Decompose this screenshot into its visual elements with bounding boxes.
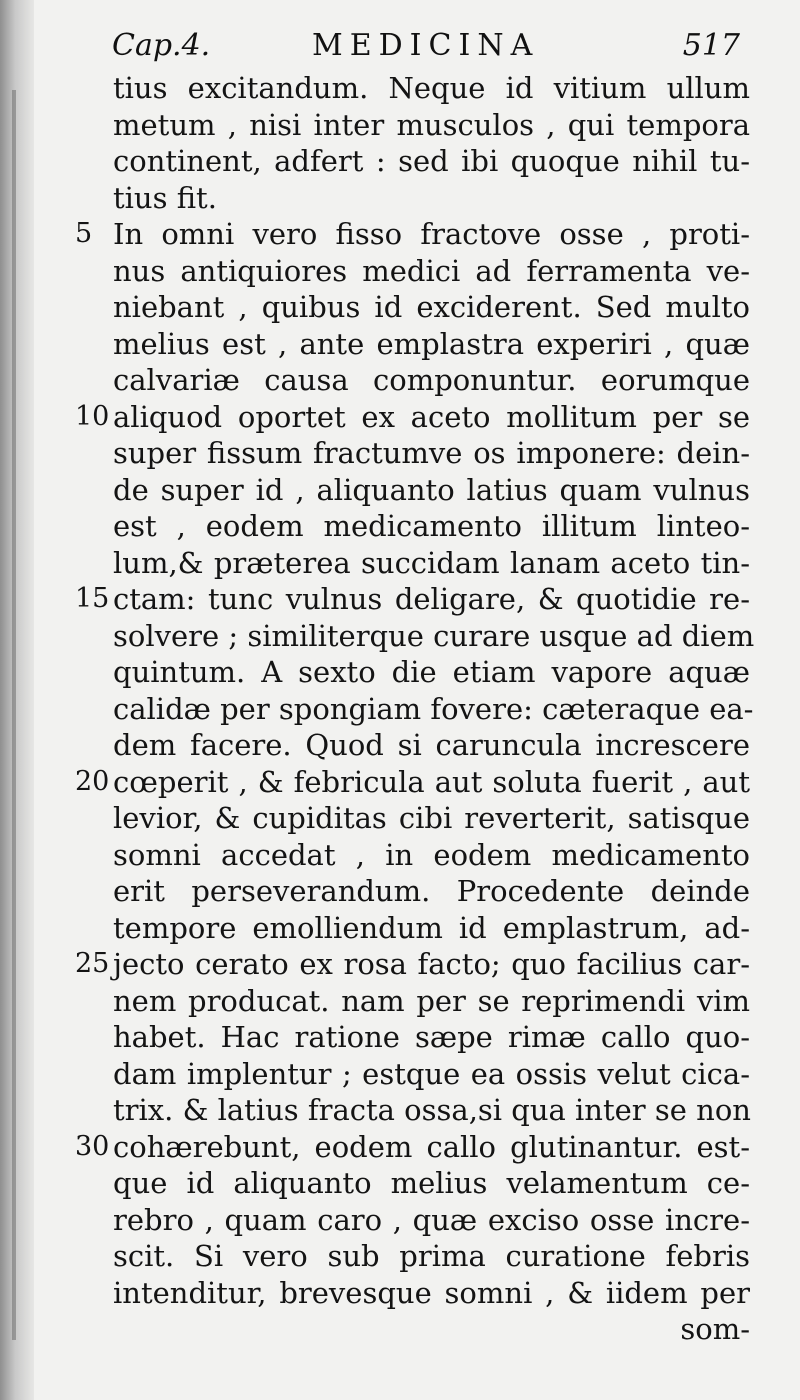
text-line: [75, 618, 755, 655]
page-number: 517: [682, 28, 740, 63]
text-line: [75, 691, 754, 728]
text-line: [75, 873, 750, 910]
text-line: [75, 472, 750, 509]
line-number: 15: [75, 583, 110, 614]
text-line: [75, 1129, 750, 1166]
text-line: [75, 983, 750, 1020]
line-text: cœperit , & febricula aut soluta fuerit , aut: [113, 764, 750, 799]
text-line: [75, 289, 750, 326]
line-text: habet. Hac ratione sæpe rimæ callo quo-: [113, 1020, 750, 1054]
line-text: som-: [680, 1312, 750, 1346]
text-line: [75, 764, 750, 801]
line-text: solvere ; similiterque curare usque ad diem: [113, 618, 755, 653]
text-line: [75, 107, 750, 144]
text-line: [75, 1056, 750, 1093]
line-text: tius excitandum. Neque id vitium ullum: [113, 71, 750, 105]
line-text: continent, adfert : sed ibi quoque nihil tu-: [113, 144, 750, 178]
text-line: [75, 326, 750, 363]
line-text: dam implentur ; estque ea ossis velut cica-: [113, 1056, 750, 1091]
text-line: [75, 1202, 750, 1239]
text-line: [75, 508, 750, 545]
text-line: [75, 654, 750, 691]
text-line: [75, 946, 750, 983]
text-line: [75, 1019, 750, 1056]
text-line: [75, 216, 750, 253]
line-number: 30: [75, 1130, 110, 1162]
line-text: calidæ per spongiam fovere: cæteraque ea-: [113, 691, 754, 726]
text-line: [75, 910, 750, 947]
line-text: nus antiquiores medici ad ferramenta ve-: [113, 253, 750, 288]
line-text: melius est , ante emplastra experiri , quæ: [113, 326, 750, 361]
text-line: [75, 143, 750, 180]
text-line: [75, 180, 750, 217]
line-text: niebant , quibus id exciderent. Sed multo: [113, 290, 750, 324]
line-text: que id aliquanto melius velamentum ce-: [113, 1166, 750, 1200]
line-text: somni accedat , in eodem medicamento: [113, 837, 750, 872]
text-line: [75, 1165, 750, 1202]
line-text: scit. Si vero sub prima curatione febris: [113, 1239, 750, 1273]
line-number: 5: [75, 218, 93, 249]
text-line: [75, 1092, 750, 1129]
line-text: tius fit.: [113, 180, 217, 215]
line-text: lum,& præterea succidam lanam aceto tin-: [113, 545, 750, 580]
line-text: levior, & cupiditas cibi reverterit, satisque: [113, 801, 750, 835]
text-line: [75, 253, 750, 290]
line-text: intenditur, brevesque somni , & iidem per: [113, 1275, 750, 1310]
text-line: [75, 435, 750, 472]
line-number: 25: [75, 948, 110, 979]
line-text: tempore emolliendum id emplastrum, ad-: [113, 910, 750, 945]
text-line: [75, 1311, 750, 1348]
line-text: dem facere. Quod si caruncula increscere: [113, 728, 750, 762]
line-text: de super id , aliquanto latius quam vulnus: [113, 472, 750, 507]
text-line: [75, 581, 750, 618]
line-text: ctam: tunc vulnus deligare, & quotidie re-: [113, 582, 750, 616]
text-line: [75, 70, 750, 107]
line-text: rebro , quam caro , quæ exciso osse incre-: [113, 1202, 750, 1237]
line-text: trix. & latius fracta ossa,si qua inter se non: [113, 1093, 751, 1127]
text-line: [75, 727, 750, 764]
line-text: In omni vero fisso fractove osse , proti-: [113, 217, 750, 251]
text-line: [75, 399, 750, 436]
line-text: calvariæ causa componuntur. eorumque: [113, 363, 750, 397]
text-line: [75, 837, 750, 874]
line-text: metum , nisi inter musculos , qui tempora: [113, 107, 750, 142]
line-number: 10: [75, 400, 110, 432]
line-text: nem producat. nam per se reprimendi vim: [113, 983, 750, 1018]
line-text: super fissum fractumve os imponere: dein-: [113, 436, 750, 470]
text-line: [75, 1275, 750, 1312]
running-header: [112, 28, 740, 72]
text-line: [75, 1238, 750, 1275]
line-text: est , eodem medicamento illitum linteo-: [113, 509, 750, 543]
page-gutter: [0, 0, 34, 1400]
text-line: [75, 362, 750, 399]
running-title: MEDICINA: [312, 28, 540, 63]
chapter-label: Cap.4.: [112, 28, 211, 63]
line-text: quintum. A sexto die etiam vapore aquæ: [113, 655, 750, 689]
line-text: erit perseverandum. Procedente deinde: [113, 874, 750, 908]
binding-shadow: [12, 90, 16, 1340]
text-line: [75, 800, 750, 837]
line-text: jecto cerato ex rosa facto; quo facilius car-: [113, 947, 750, 981]
body-text: [75, 70, 755, 1348]
line-text: cohærebunt, eodem callo glutinantur. est-: [113, 1129, 750, 1164]
line-text: aliquod oportet ex aceto mollitum per se: [113, 399, 750, 434]
line-number: 20: [75, 765, 110, 797]
text-line: [75, 545, 750, 582]
